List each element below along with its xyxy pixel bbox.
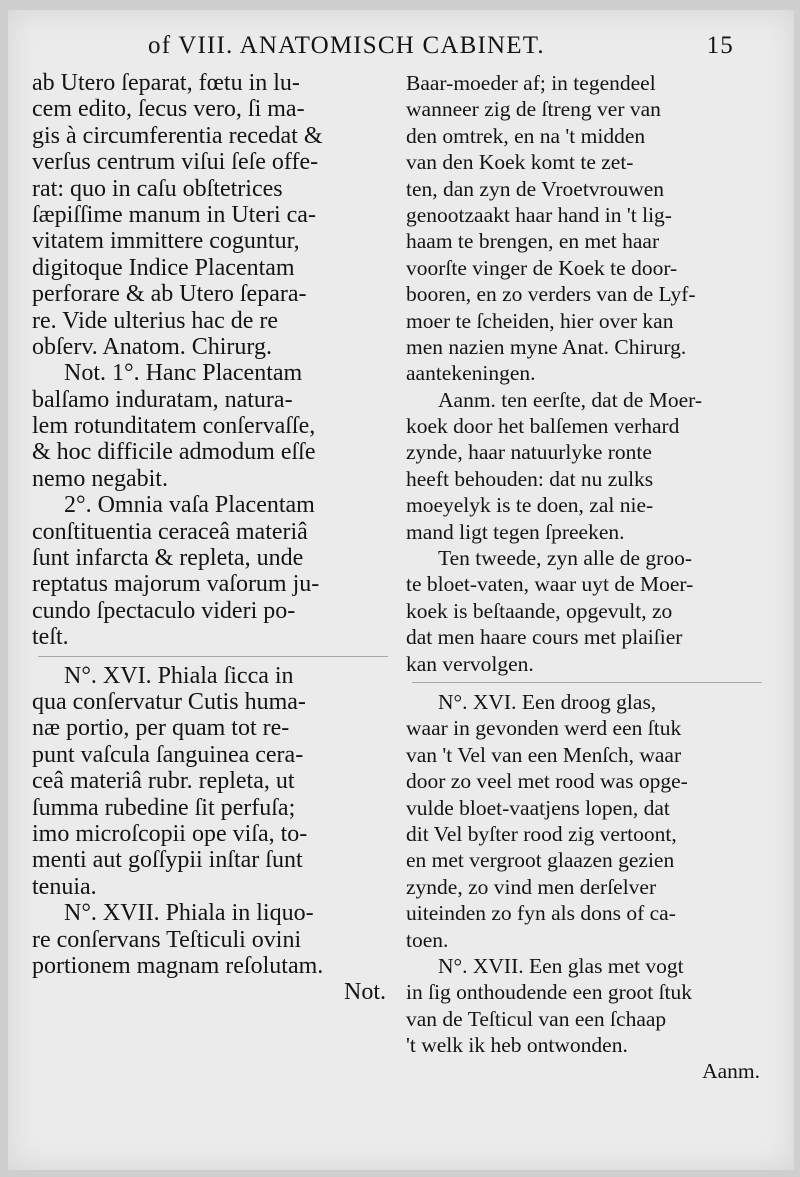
latin-catchword: Not.: [344, 979, 386, 1006]
dutch-text-line: dit Vel byſter rood zig vertoont,: [406, 821, 677, 846]
latin-text-line: verſus centrum viſui ſeſe offe-: [32, 149, 319, 176]
latin-text-line: obſerv. Anatom. Chirurg.: [32, 333, 272, 360]
latin-text-line: re. Vide ulterius hac de re: [32, 307, 279, 334]
latin-text-line: teſt.: [32, 624, 69, 651]
latin-text-line: balſamo induratam, natura-: [32, 386, 293, 413]
dutch-text-line: Ten tweede, zyn alle de groo-: [438, 546, 692, 571]
dutch-text-line: van den Koek komt te zet-: [406, 150, 634, 175]
dutch-text-line: koek is beſtaande, opgevult, zo: [406, 598, 673, 623]
dutch-text-line: moer te ſcheiden, hier over kan: [406, 308, 674, 333]
latin-text-line: nemo negabit.: [32, 465, 168, 492]
latin-text-line: menti aut goſſypii inſtar ſunt: [32, 847, 303, 874]
dutch-text-line: wanneer zig de ſtreng ver van: [406, 97, 661, 122]
dutch-text-line: toen.: [406, 927, 449, 952]
dutch-text-line: zynde, haar natuurlyke ronte: [406, 440, 652, 465]
latin-text-line: perforare & ab Utero ſepara-: [32, 281, 307, 308]
latin-column: [32, 70, 394, 1006]
section-divider: [406, 677, 768, 689]
dutch-catchword: Aanm.: [702, 1059, 760, 1084]
dutch-text-line: heeft behouden: dat nu zulks: [406, 466, 654, 491]
latin-text-line: conſtituentia ceraceâ materiâ: [32, 518, 308, 545]
dutch-text-line: zynde, zo vind men derſelver: [406, 874, 657, 899]
dutch-text-line: den omtrek, en na 't midden: [406, 123, 646, 148]
dutch-text-line: genootzaakt haar hand in 't lig-: [406, 202, 672, 227]
latin-text-line: Not. 1°. Hanc Placentam: [64, 360, 303, 387]
dutch-text-line: moeyelyk is te doen, zal nie-: [406, 493, 654, 518]
dutch-column: [406, 70, 768, 1085]
latin-text-line: ceâ materiâ rubr. repleta, ut: [32, 768, 295, 795]
latin-text-line: ab Utero ſeparat, fœtu in lu-: [32, 70, 300, 96]
dutch-text-line: Baar-moeder af; in tegendeel: [406, 71, 656, 95]
latin-text-line: qua conſervatur Cutis huma-: [32, 688, 306, 715]
dutch-text-line: N°. XVII. Een glas met vogt: [438, 953, 684, 978]
dutch-text-line: waar in gevonden werd een ſtuk: [406, 716, 682, 741]
section-divider: [32, 651, 394, 663]
book-page: [8, 10, 794, 1170]
dutch-text-line: N°. XVI. Een droog glas,: [438, 689, 657, 714]
dutch-text-line: kan vervolgen.: [406, 651, 534, 676]
dutch-text-line: ten, dan zyn de Vroetvrouwen: [406, 176, 665, 201]
dutch-text-line: in ſig onthoudende een groot ſtuk: [406, 980, 693, 1005]
dutch-text-line: koek door het balſemen verhard: [406, 414, 680, 439]
dutch-text-line: men nazien myne Anat. Chirurg.: [406, 334, 687, 359]
running-title: of VIII. ANATOMISCH CABINET.: [148, 32, 545, 59]
dutch-text-line: 't welk ik heb ontwonden.: [406, 1033, 628, 1058]
latin-text-line: ſunt infarcta & repleta, unde: [32, 545, 304, 572]
latin-text-line: ſæpiſſime manum in Uteri ca-: [32, 201, 316, 228]
dutch-text-line: uiteinden zo fyn als dons of ca-: [406, 901, 676, 926]
latin-text-line: rat: quo in caſu obſtetrices: [32, 175, 283, 202]
dutch-text-line: vulde bloet-vaatjens lopen, dat: [406, 795, 670, 820]
page-number: 15: [706, 32, 734, 59]
latin-text-line: digitoque Indice Placentam: [32, 254, 295, 281]
latin-text-line: tenuia.: [32, 873, 97, 900]
dutch-text-line: dat men haare cours met plaiſier: [406, 625, 683, 650]
dutch-text-line: door zo veel met rood was opge-: [406, 769, 688, 794]
latin-text-line: 2°. Omnia vaſa Placentam: [64, 492, 315, 519]
dutch-text-line: aantekeningen.: [406, 361, 536, 386]
latin-text-line: reptatus majorum vaſorum ju-: [32, 571, 320, 598]
latin-text-line: & hoc difficile admodum eſſe: [32, 439, 316, 466]
latin-text-line: lem rotunditatem conſervaſſe,: [32, 413, 316, 440]
latin-text-line: N°. XVI. Phiala ſicca in: [64, 662, 294, 689]
dutch-text-line: Aanm. ten eerſte, dat de Moer-: [438, 387, 703, 412]
latin-text-line: cundo ſpectaculo videri po-: [32, 597, 296, 624]
dutch-text-line: haam te brengen, en met haar: [406, 229, 660, 254]
latin-text-line: ſumma rubedine ſit perfuſa;: [32, 794, 296, 821]
dutch-text-line: mand ligt tegen ſpreeken.: [406, 519, 625, 544]
latin-text-line: imo microſcopii ope viſa, to-: [32, 820, 308, 847]
latin-text-line: cem edito, ſecus vero, ſi ma-: [32, 96, 305, 123]
latin-text-line: punt vaſcula ſanguinea cera-: [32, 741, 304, 768]
dutch-text-line: van de Teſticul van een ſchaap: [406, 1006, 667, 1031]
dutch-text-line: en met vergroot glaazen gezien: [406, 848, 675, 873]
latin-text-line: gis à circumferentia recedat &: [32, 122, 323, 149]
dutch-text-line: te bloet-vaten, waar uyt de Moer-: [406, 572, 694, 597]
latin-text-line: næ portio, per quam tot re-: [32, 715, 290, 742]
running-head: [148, 32, 734, 66]
dutch-text-line: van 't Vel van een Menſch, waar: [406, 742, 682, 767]
dutch-text-line: voorſte vinger de Koek te door-: [406, 255, 678, 280]
latin-text-line: re conſervans Teſticuli ovini: [32, 926, 302, 953]
latin-text-line: N°. XVII. Phiala in liquo-: [64, 900, 314, 927]
latin-text-line: vitatem immittere coguntur,: [32, 228, 300, 255]
latin-text-line: portionem magnam reſolutam.: [32, 952, 324, 979]
dutch-text-line: booren, en zo verders van de Lyf-: [406, 282, 696, 307]
